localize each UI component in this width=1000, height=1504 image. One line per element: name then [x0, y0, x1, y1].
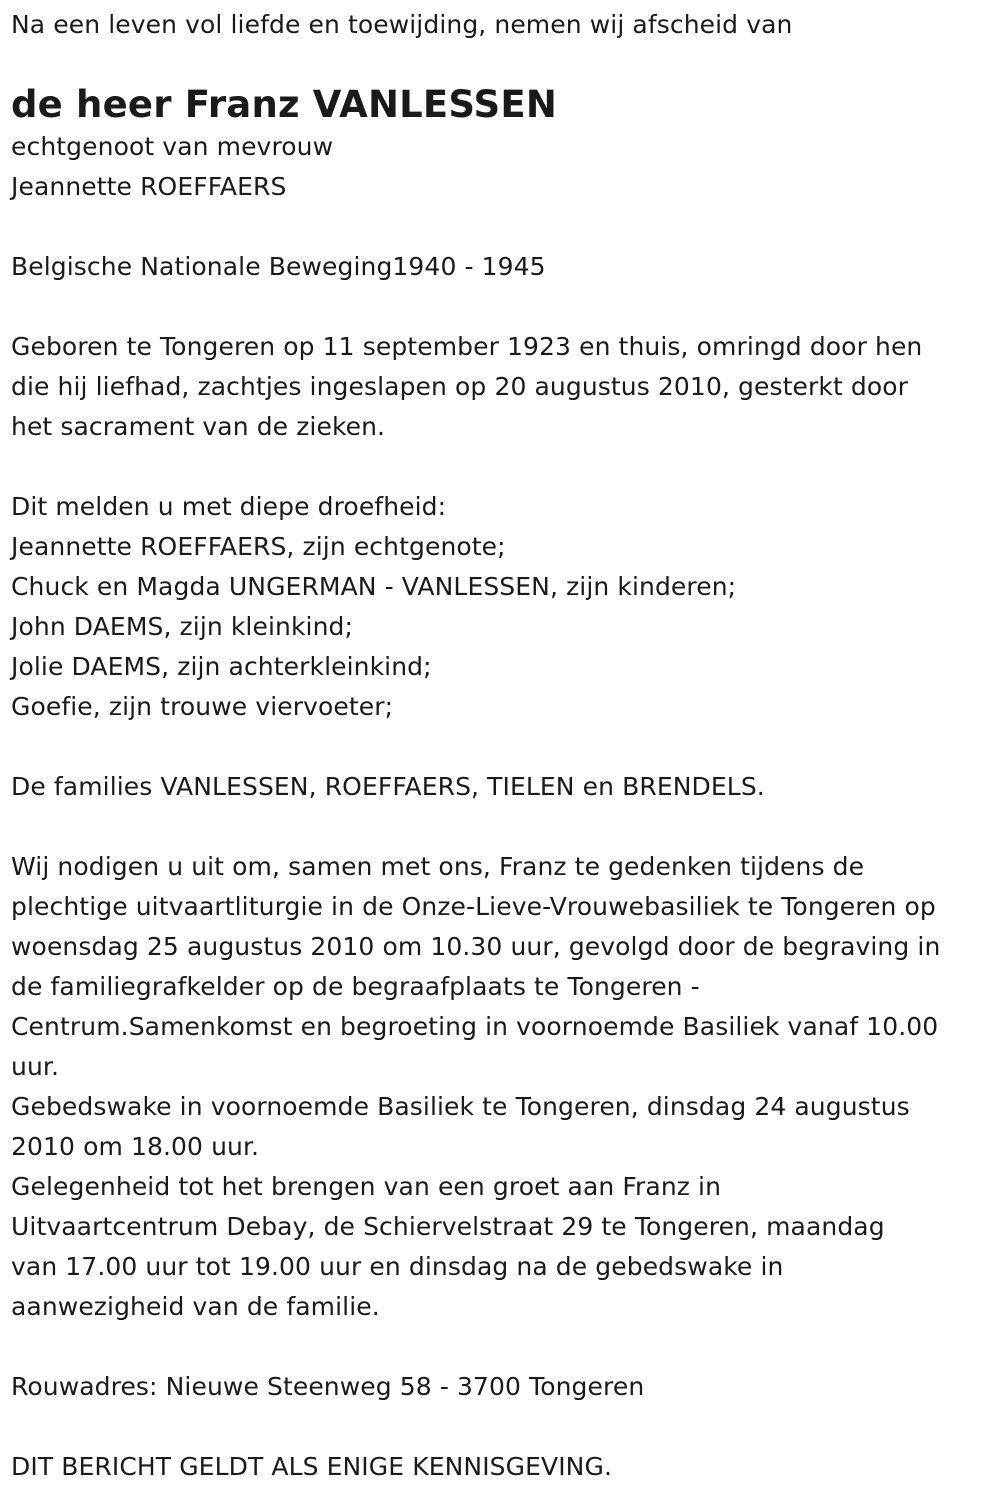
ceremony-paragraph	[11, 847, 1000, 1327]
announcers-list	[11, 487, 1000, 727]
paragraph-line: Geboren te Tongeren op 11 september 1923 en thuis, omringd door hen	[11, 332, 923, 361]
paragraph-line: het sacrament van de zieken.	[11, 412, 386, 441]
spacer	[11, 287, 1000, 327]
mourning-address: Rouwadres: Nieuwe Steenweg 58 - 3700 Tongeren	[11, 1372, 645, 1401]
paragraph-line: Uitvaartcentrum Debay, de Schiervelstraat 29 te Tongeren, maandag	[11, 1212, 885, 1241]
spacer	[11, 1327, 1000, 1367]
announcers-heading: Dit melden u met diepe droefheid:	[11, 492, 447, 521]
paragraph-line: de familiegrafkelder op de begraafplaats te Tongeren -	[11, 972, 700, 1001]
paragraph-line: Centrum.Samenkomst en begroeting in voornoemde Basiliek vanaf 10.00	[11, 1012, 939, 1041]
spouse-name: Jeannette ROEFFAERS	[11, 172, 287, 201]
announcer-item: Jolie DAEMS, zijn achterkleinkind;	[11, 652, 432, 681]
paragraph-line: woensdag 25 augustus 2010 om 10.30 uur, gevolgd door de begraving in	[11, 932, 941, 961]
paragraph-line: Gebedswake in voornoemde Basiliek te Tongeren, dinsdag 24 augustus	[11, 1092, 910, 1121]
spacer	[11, 807, 1000, 847]
paragraph-line: Gelegenheid tot het brengen van een groet aan Franz in	[11, 1172, 722, 1201]
families-text: De families VANLESSEN, ROEFFAERS, TIELEN en BRENDELS.	[11, 772, 765, 801]
announcer-item: John DAEMS, zijn kleinkind;	[11, 612, 354, 641]
deceased-name: de heer Franz VANLESSEN	[11, 83, 558, 126]
paragraph-line: aanwezigheid van de familie.	[11, 1292, 380, 1321]
spacer	[11, 1407, 1000, 1447]
paragraph-line: plechtige uitvaartliturgie in de Onze-Lieve-Vrouwebasiliek te Tongeren op	[11, 892, 936, 921]
paragraph-line: Wij nodigen u uit om, samen met ons, Franz te gedenken tijdens de	[11, 852, 865, 881]
intro-text: Na een leven vol liefde en toewijding, nemen wij afscheid van	[11, 10, 793, 39]
paragraph-line: die hij liefhad, zachtjes ingeslapen op 20 augustus 2010, gesterkt door	[11, 372, 909, 401]
notice-text: DIT BERICHT GELDT ALS ENIGE KENNISGEVING.	[11, 1452, 612, 1481]
spacer	[11, 727, 1000, 767]
birth-death-paragraph	[11, 327, 1000, 447]
paragraph-line: 2010 om 18.00 uur.	[11, 1132, 260, 1161]
spouse-label: echtgenoot van mevrouw	[11, 132, 334, 161]
paragraph-line: van 17.00 uur tot 19.00 uur en dinsdag na de gebedswake in	[11, 1252, 784, 1281]
announcer-item: Jeannette ROEFFAERS, zijn echtgenote;	[11, 532, 506, 561]
organization-text: Belgische Nationale Beweging1940 - 1945	[11, 252, 546, 281]
announcer-item: Goefie, zijn trouwe viervoeter;	[11, 692, 394, 721]
spacer	[11, 447, 1000, 487]
spacer	[11, 207, 1000, 247]
announcer-item: Chuck en Magda UNGERMAN - VANLESSEN, zijn kinderen;	[11, 572, 737, 601]
paragraph-line: uur.	[11, 1052, 60, 1081]
